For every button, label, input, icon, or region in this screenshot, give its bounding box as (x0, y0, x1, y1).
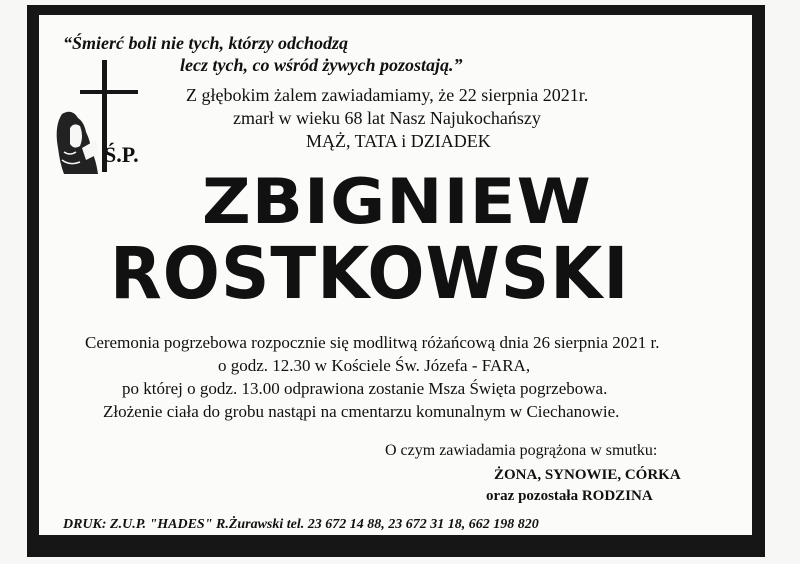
signoff-intro: O czym zawiadamia pogrążona w smutku: (385, 442, 658, 459)
intro-line-2: zmarł w wieku 68 lat Nasz Najukochańszy (233, 108, 541, 128)
sp-prefix: Ś.P. (104, 142, 139, 167)
ceremony-line-2: o godz. 12.30 w Kościele Św. Józefa - FARA, (218, 356, 531, 375)
intro-line-3: MĄŻ, TATA i DZIADEK (306, 131, 491, 151)
printer-footer: DRUK: Z.U.P. "HADES" R.Żurawski tel. 23 672 14 88, 23 672 31 18, 662 198 820 (63, 517, 539, 532)
ceremony-line-1: Ceremonia pogrzebowa rozpocznie się modlitwą różańcową dnia 26 sierpnia 2021 r. (85, 333, 660, 352)
intro-line-1: Z głębokim żalem zawiadamiamy, że 22 sierpnia 2021r. (186, 85, 589, 105)
quote-line-2: lecz tych, co wśród żywych pozostają.” (180, 55, 463, 75)
deceased-last-name: ROSTKOWSKI (110, 233, 630, 316)
family-line-1: ŻONA, SYNOWIE, CÓRKA (494, 467, 681, 483)
ceremony-line-3: po której o godz. 13.00 odprawiona zostanie Msza Święta pogrzebowa. (122, 379, 608, 398)
family-line-2: oraz pozostała RODZINA (486, 488, 653, 504)
ceremony-line-4: Złożenie ciała do grobu nastąpi na cmentarzu komunalnym w Ciechanowie. (103, 402, 620, 421)
quote-line-1: “Śmierć boli nie tych, którzy odchodzą (63, 33, 348, 53)
deceased-first-name: ZBIGNIEW (202, 166, 592, 239)
